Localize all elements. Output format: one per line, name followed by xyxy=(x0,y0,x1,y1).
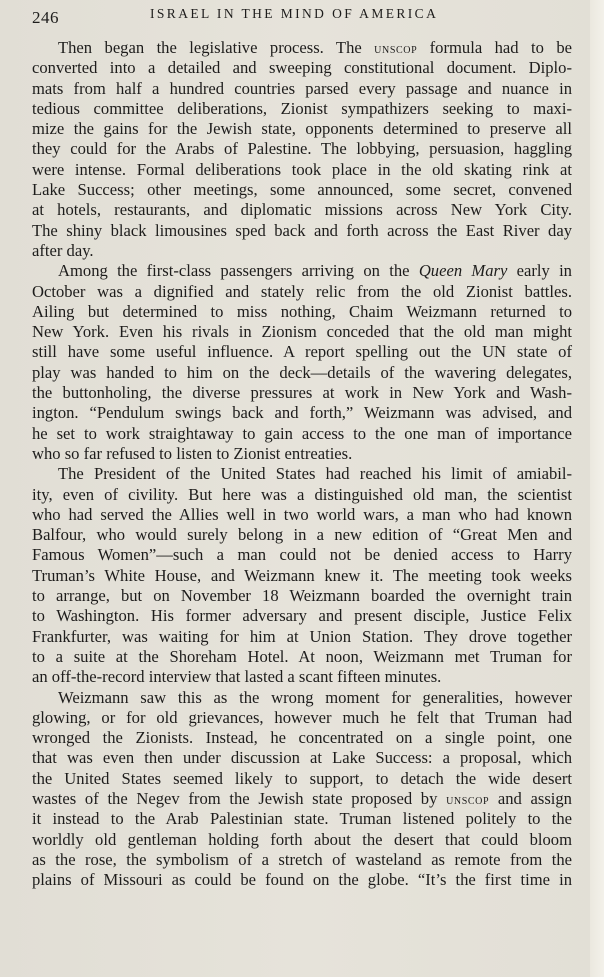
text-line: Frankfurter, was waiting for him at Union Station. They drove together xyxy=(32,626,572,646)
text-line: mize the gains for the Jewish state, opponents determined to preserve all xyxy=(32,119,572,139)
text-line: Among the first-class passengers arriving on the Queen Mary early in xyxy=(58,261,572,281)
text-line: Truman’s White House, and Weizmann knew it. The meeting took weeks xyxy=(32,565,572,585)
text-line: it instead to the Arab Palestinian state. Truman listened politely to the xyxy=(32,809,572,829)
page-header xyxy=(32,6,580,30)
text-line: tedious committee deliberations, Zionist sympathizers seeking to maxi- xyxy=(32,98,572,118)
text-line: to arrange, but on November 18 Weizmann boarded the overnight train xyxy=(32,586,572,606)
text-line: they could for the Arabs of Palestine. The lobbying, persuasion, haggling xyxy=(32,139,572,159)
text-line: October was a dignified and stately relic from the old Zionist battles. xyxy=(32,281,572,301)
text-line: Weizmann saw this as the wrong moment for generalities, however xyxy=(58,687,572,707)
text-line: the buttonholing, the diverse pressures at work in New York and Wash- xyxy=(32,383,572,403)
text-line: to a suite at the Shoreham Hotel. At noon, Weizmann met Truman for xyxy=(32,646,572,666)
text-line: that was even then under discussion at Lake Success: a proposal, which xyxy=(32,748,572,768)
text-line: were intense. Formal deliberations took place in the old skating rink at xyxy=(32,159,572,179)
text-line: mats from half a hundred countries parsed every passage and nuance in xyxy=(32,78,572,98)
text-line: The President of the United States had reached his limit of amiabil- xyxy=(58,464,572,484)
text-line: Ailing but determined to miss nothing, Chaim Weizmann returned to xyxy=(32,301,572,321)
text-line: ington. “Pendulum swings back and forth,” Weizmann was advised, and xyxy=(32,403,572,423)
text-line: an off-the-record interview that lasted a scant fifteen minutes. xyxy=(32,667,442,687)
text-line: Then began the legislative process. The unscop formula had to be xyxy=(58,38,572,57)
text-line: play was handed to him on the deck—details of the wavering delegates, xyxy=(32,362,572,382)
body-text xyxy=(32,38,572,890)
text-line: at hotels, restaurants, and diplomatic missions across New York City. xyxy=(32,200,572,220)
text-line: still have some useful influence. A report spelling out the UN state of xyxy=(32,342,572,362)
running-title: ISRAEL IN THE MIND OF AMERICA xyxy=(150,6,439,21)
text-line: Lake Success; other meetings, some announced, some secret, convened xyxy=(32,180,572,200)
text-line: Balfour, who would surely belong in a new edition of “Great Men and xyxy=(32,525,572,545)
text-line: who had served the Allies well in two world wars, a man who had known xyxy=(32,504,572,524)
page-number: 246 xyxy=(32,8,59,27)
text-line: The shiny black limousines sped back and forth across the East River day xyxy=(32,220,572,240)
text-line: as the rose, the symbolism of a stretch of wasteland as remote from the xyxy=(32,849,572,869)
text-line: worldly old gentleman holding forth about the desert that could bloom xyxy=(32,829,572,849)
text-line: converted into a detailed and sweeping constitutional document. Diplo- xyxy=(32,58,572,78)
text-line: who so far refused to listen to Zionist entreaties. xyxy=(32,443,353,463)
text-line: wastes of the Negev from the Jewish state proposed by unscop and assign xyxy=(32,788,572,808)
text-line: he set to work straightaway to gain access to the one man of importance xyxy=(32,423,572,443)
text-line: wronged the Zionists. Instead, he concentrated on a single point, one xyxy=(32,728,572,748)
text-line: Famous Women”—such a man could not be denied access to Harry xyxy=(32,545,572,565)
text-line: after day. xyxy=(32,240,94,260)
text-line: the United States seemed likely to support, to detach the wide desert xyxy=(32,768,572,788)
text-line: glowing, or for old grievances, however much he felt that Truman had xyxy=(32,707,572,727)
text-line: New York. Even his rivals in Zionism conceded that the old man might xyxy=(32,322,572,342)
text-line: ity, even of civility. But here was a distinguished old man, the scientist xyxy=(32,484,572,504)
page-edge xyxy=(590,0,604,977)
text-line: to Washington. His former adversary and present disciple, Justice Felix xyxy=(32,606,572,626)
text-line: plains of Missouri as could be found on the globe. “It’s the first time in xyxy=(32,870,572,890)
